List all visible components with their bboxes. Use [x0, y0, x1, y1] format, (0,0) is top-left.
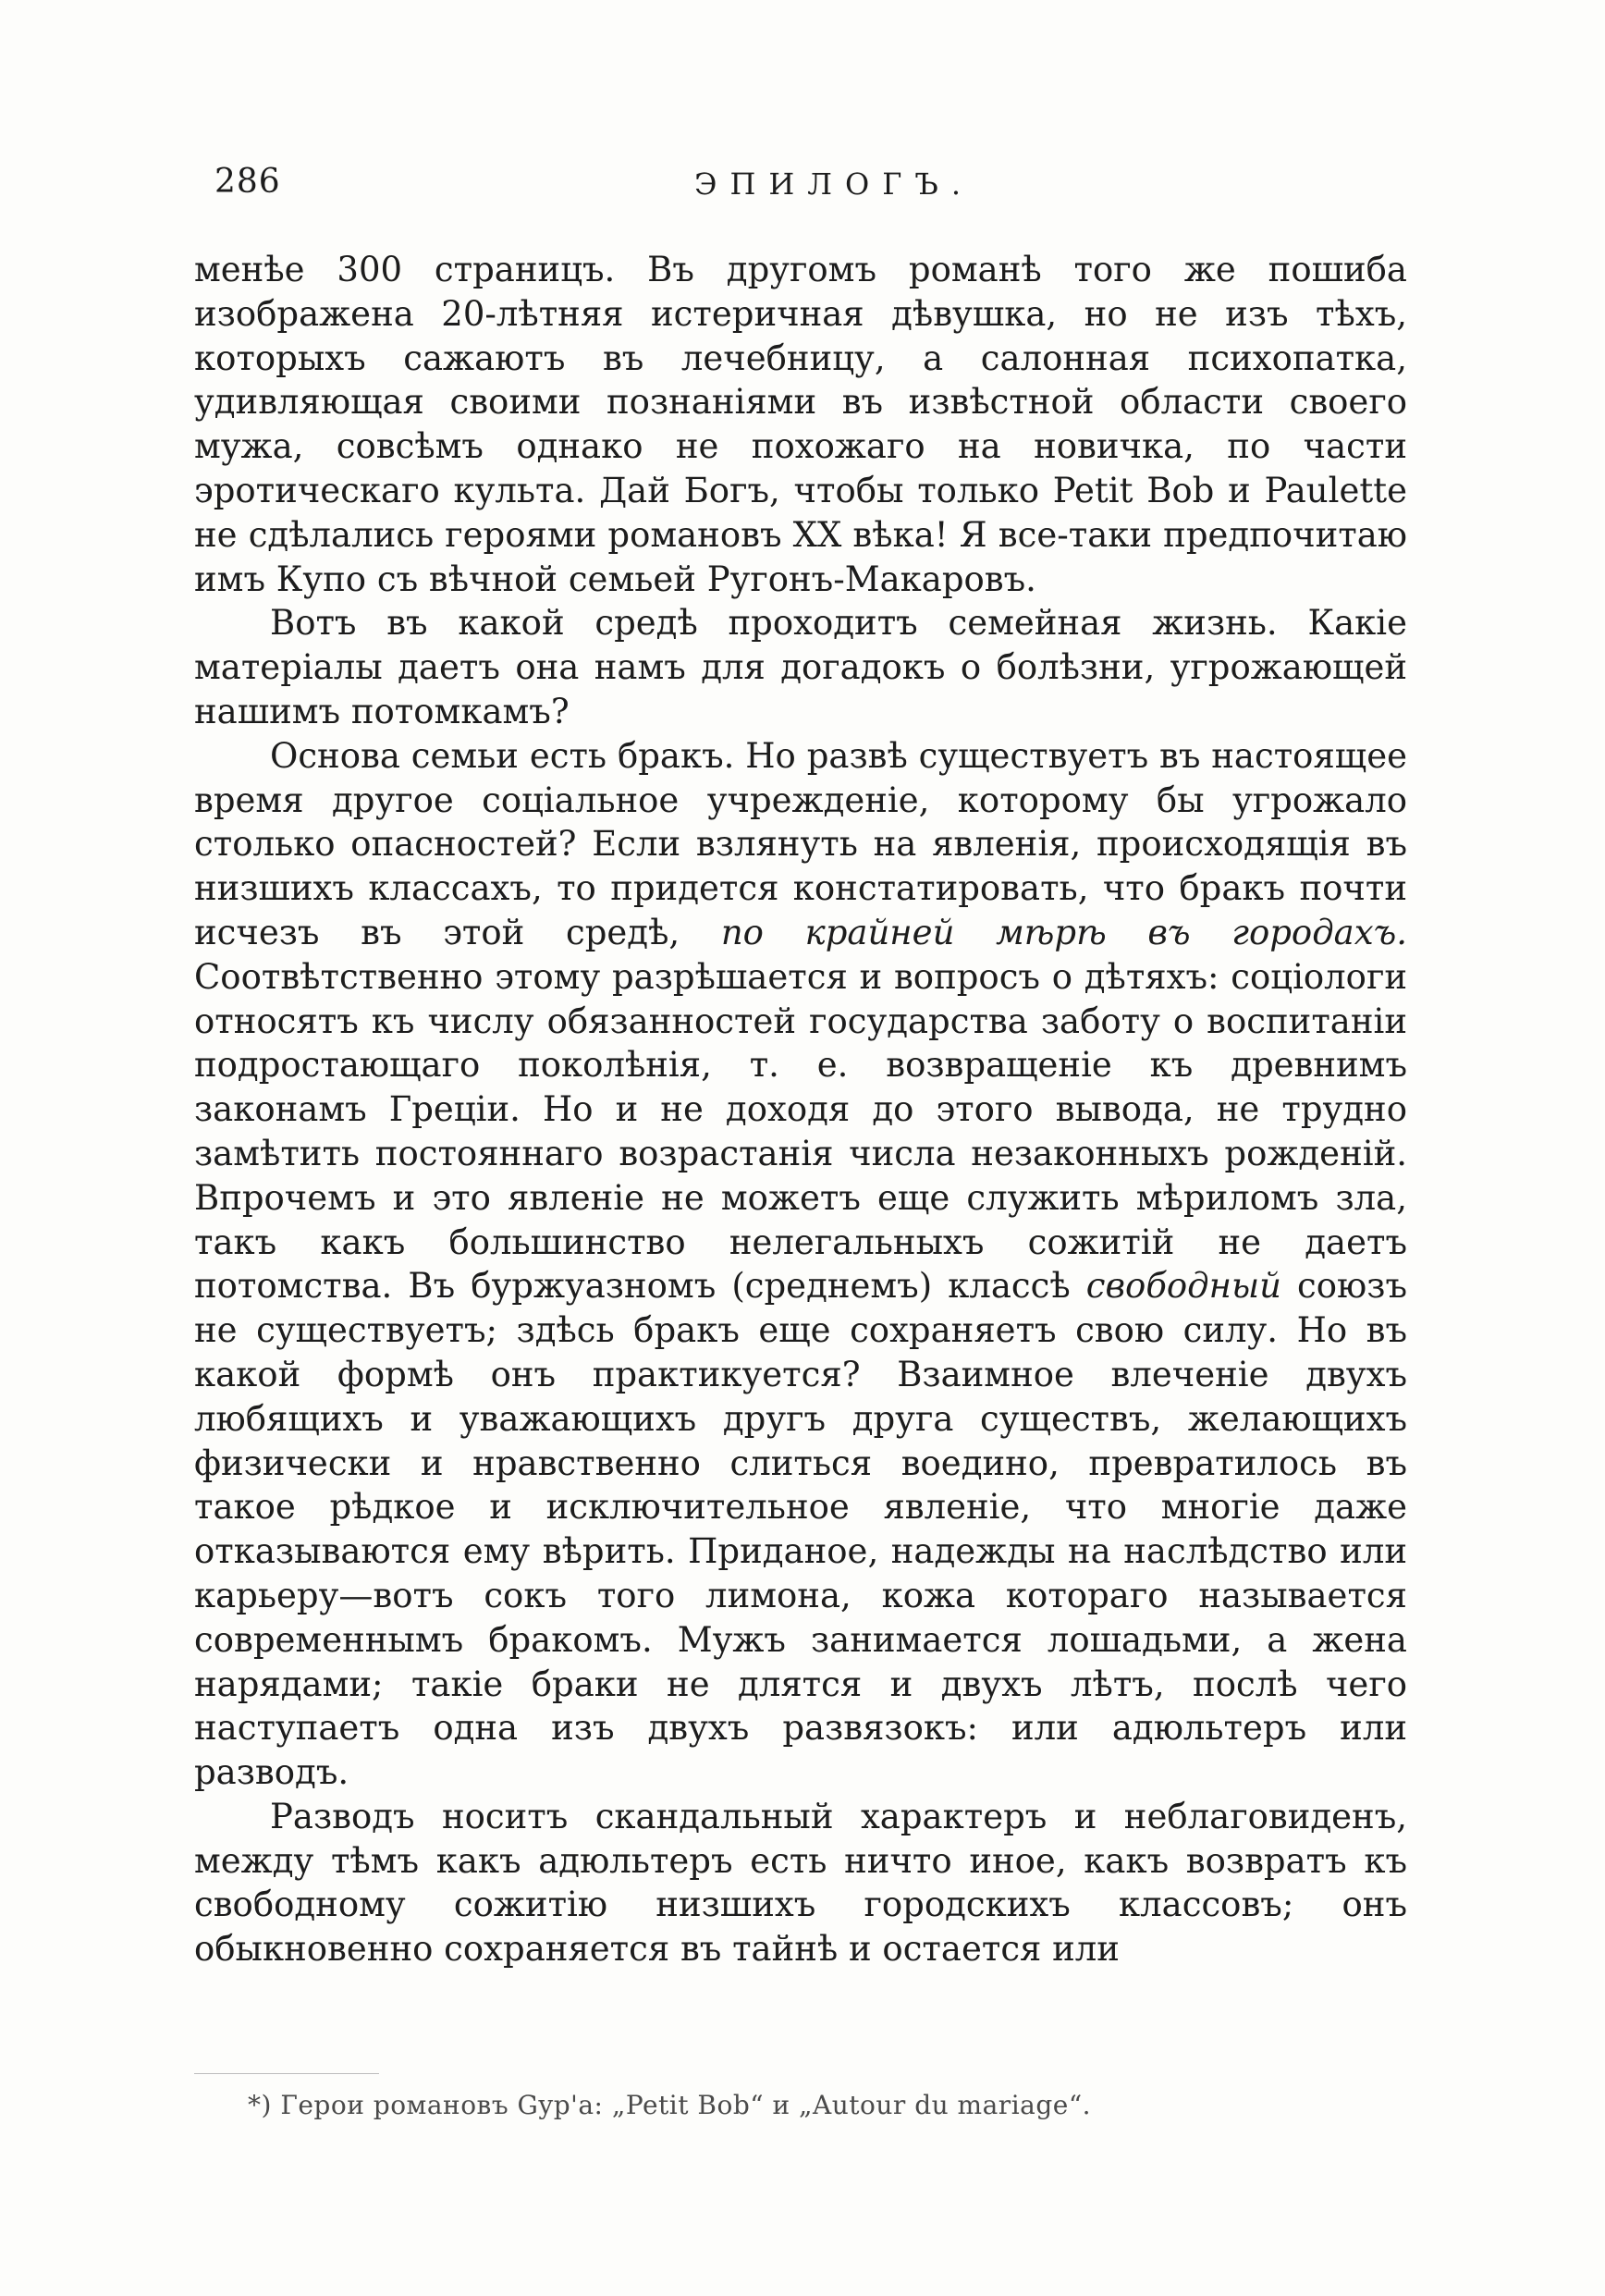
paragraph-2-text: Вотъ въ какой средѣ проходитъ семейная жизнь. Какіе матеріалы даетъ она намъ для догадокъ о болѣзни, угрожающей нашимъ потомкамъ? [194, 603, 1407, 731]
footnote: *) Герои романовъ Gyp'a: „Petit Bob“ и „Autour du mariage“. [248, 2090, 1092, 2120]
page-number: 286 [214, 163, 281, 201]
paragraph-4 [194, 1795, 1407, 1971]
paragraph-3-italic-b: свободный [1085, 1266, 1281, 1307]
paragraph-2 [194, 601, 1407, 733]
running-head: ЭПИЛОГЪ. [693, 166, 974, 202]
paragraph-3-italic-a: по крайней мѣрѣ въ городахъ. [720, 912, 1408, 952]
paragraph-3-text-b: Соотвѣтственно этому разрѣшается и вопросъ о дѣтяхъ: соціологи относятъ къ числу обязанностей государства заботу о воспитаніи подростающаго поколѣнія, т. е. возвращеніе къ древнимъ законамъ Греціи. Но и не доходя до этого вывода, не трудно замѣтить постояннаго возрастанія числа незаконныхъ рожденій. Впрочемъ и это явленіе не можетъ еще служить мѣриломъ зла, такъ какъ большинство нелегальныхъ сожитій не даетъ потомства. Въ буржуазномъ (среднемъ) классѣ [194, 956, 1407, 1307]
page-header [214, 163, 1416, 218]
paragraph-3-text-a: Основа семьи есть бракъ. Но развѣ существуетъ въ настоящее время другое соціальное учрежденіе, которому бы угрожало столько опасностей? Если взлянуть на явленія, происходящія въ низшихъ классахъ, то придется констатировать, что бракъ почти исчезъ въ этой средѣ, [194, 735, 1407, 952]
paragraph-3 [194, 734, 1407, 1795]
paragraph-4-text: Разводъ носитъ скандальный характеръ и неблаговиденъ, между тѣмъ какъ адюльтеръ есть ничто иное, какъ возвратъ къ свободному сожитію низшихъ городскихъ классовъ; онъ обыкновенно сохраняется въ тайнѣ и остается или [194, 1796, 1407, 1970]
paragraph-3-text-c: союзъ не существуетъ; здѣсь бракъ еще сохраняетъ свою силу. Но въ какой формѣ онъ практикуется? Взаимное влеченіе двухъ любящихъ и уважающихъ другъ друга существъ, желающихъ физически и нравственно слиться воедино, превратилось въ такое рѣдкое и исключительное явленіе, что многіе даже отказываются ему вѣрить. Приданое, надежды на наслѣдство или карьеру—вотъ сокъ того лимона, кожа котораго называется современнымъ бракомъ. Мужъ занимается лошадьми, а жена нарядами; такіе браки не длятся и двухъ лѣтъ, послѣ чего наступаетъ одна изъ двухъ развязокъ: или адюльтеръ или разводъ. [194, 1266, 1407, 1793]
body-text [194, 248, 1407, 1971]
footnote-rule [194, 2073, 379, 2074]
paragraph-1-text: менѣе 300 страницъ. Въ другомъ романѣ того же пошиба изображена 20-лѣтняя истеричная дѣвушка, но не изъ тѣхъ, которыхъ сажаютъ въ лечебницу, а салонная психопатка, удивляющая своими познаніями въ извѣстной области своего мужа, совсѣмъ однако не похожаго на новичка, по части эротическаго культа. Дай Богъ, чтобы только Petit Bob и Paulette не сдѣлались героями романовъ XX вѣка! Я все-таки предпочитаю имъ Купо съ вѣчной семьей Ругонъ-Макаровъ. [194, 250, 1407, 599]
paragraph-1 [194, 248, 1407, 601]
